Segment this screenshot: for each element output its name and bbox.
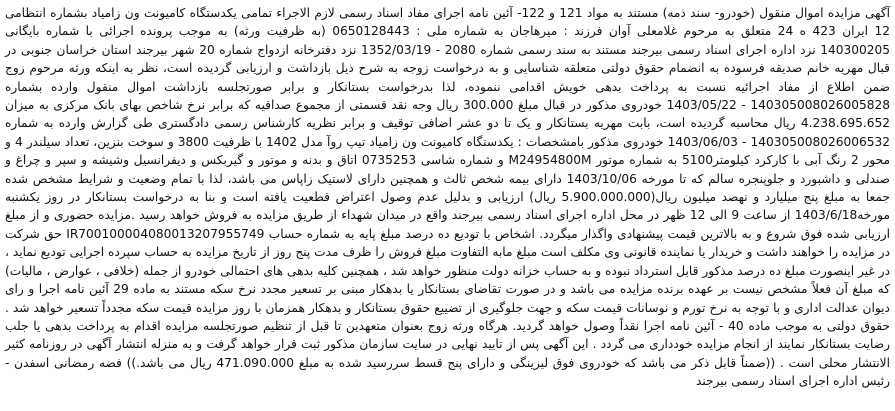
auction-notice-text: آگهی مزایده اموال منقول (خودرو- سند ذمه) مستند به مواد 121 و 122- آئین نامه اجرای مفاد اسناد رسمی لازم الاجراء تمامی یکدستگاه کامیونت ون زامیاد بشماره انتظامی 12 ایران 423 ه 24 متعلق به مرحوم غلامعلی آوان فرزند : میرهاجان به شماره ملی : 0650128443 (به ظرفیت ورثه) به موجب پرونده اجرائی با شماره بایگانی 140300205 نزد اداره اجرای اسناد رسمی بیرجند مستند به سند رسمی شماره 2080 - 1352/03/19 نزد دفترخانه ازدواج شماره 20 شهر بیرجند استان خراسان جنوبی در قبال مهریه خانم صدیقه فرسوده به انضمام حقوق دولتی متعلقه شناسایی و به درخواست زوجه به شرح ذیل بازداشت و ارزیابی گردیده است، نظر به اینکه ورثه مرحوم زوج ضمن اطلاع از مفاد اجرائیه نسبت به پرداخت بدهی خویش اقدامی ننموده، لذا بدرخواست بستانکار و برابر صورتجلسه بازداشت اموال منقول وارده بشماره 140305008026005828 - 1403/05/22 خودروی مذکور در قبال مبلغ 300.000 ریال وجه نقد قسمتی از مجموع صداقیه که برابر نرخ شاخص بهای بانک مرکزی به میزان 4.238.695.652 ریال محاسبه گردیده است، بابت مهریه بستانکار و یک تا دو عشر اضافی توقیف و برابر نظریه کارشناس رسمی دادگستری طی گزارش وارده به شماره 140305008026006532 - 1403/06/03 خودروی مذکور بامشخصات : یکدستگاه کامیونت ون زامیاد تیپ روآ مدل 1402 با ظرفیت 3800 و سوخت بنزین، تعداد سیلندر 4 و محور 2 رنگ آبی با کارکرد کیلومتر5100 به شماره موتور M24954800M و شماره شاسی 0735253 اتاق و بدنه و موتور و گیربکس و دیفرانسیل وشیشه و سپر و چراغ و صندلی و داشبورد و جلوپنجره سالم که تا مورخه 1403/10/06 دارای بیمه شخص ثالث و همچنین دارای لاستیک زاپاس می باشد، لذا با تمام وضعیت و شرایط مشخص شده جمعا به مبلغ پنج میلیارد و نهصد میلیون ریال(5.900.000.000 ریال) ارزیابی و بدلیل عدم وصول اعتراض قطعیت یافته است و بنا به درخواست بستانکار در روز یکشنبه مورخه1403/6/18 از ساعت 9 الی 12 ظهر در محل اداره اجرای اسناد رسمی بیرجند واقع در میدان شهداء از طریق مزایده به فروش خواهد رسید .مزایده حضوری و از مبلغ ارزیابی شده فوق شروع و به بالاترین قیمت پیشنهادی واگذار میگردد. اشخاص با تودیع ده درصد مبلغ پایه به شماره حساب IR700100004080013207955749 حق شرکت در مزایده را خواهند داشت و خریدار یا نماینده قانونی وی مکلف است مبلغ مابه التفاوت مبلغ فروش را ظرف مدت پنج روز از تاریخ مزایده به حساب سپرده اجرایی تودیع نماید ، در غیر اینصورت مبلغ ده درصد مذکور قابل استرداد نبوده و به حساب خزانه دولت منظور خواهد شد ، همچنین کلیه بدهی های احتمالی خودرو از جمله (خلافی ، عوارض ، مالیات) که مبلغ آن فعلاً مشخص نیست بر عهده برنده مزایده می باشد و در صورت تقاضای بستانکار یا بدهکار مبنی بر تسعیر مجدد نرخ سکه مستند به ماده 29 آئین نامه اجرا و رای دیوان عدالت اداری و با توجه به نرخ تورم و نوسانات قیمت سکه و جهت جلوگیری از تضییع حقوق بستانکار و بدهکار همزمان با روز مزایده قیمت سکه مجدداً تسعیر خواهد شد . حقوق دولتی به موجب ماده 40 - آئین نامه اجرا نقداً وصول خواهد گردید. هرگاه ورثه زوج بعنوان متعهدین تا قبل از تنظیم صورتجلسه مزایده اقدام به پرداخت بدهی یا جلب رضایت بستانکار نمایند از انجام مزایده خودداری می گردد . این آگهی پس از تایید نهایی در سایت سازمان مذکور ثبت قرار خواهد گرفت و به منزله انتشار آگهی در روزنامه کثیر الانتشار محلی است . ((ضمناً قابل ذکر می باشد که خودروی فوق لیزینگی و دارای پنج قسط سررسید شده به مبلغ 471.090.000 ریال می باشد.)) فضه رمضانی اسفدن - رئیس اداره اجرای اسناد رسمی بیرجند bbox=[5, 6, 891, 389]
